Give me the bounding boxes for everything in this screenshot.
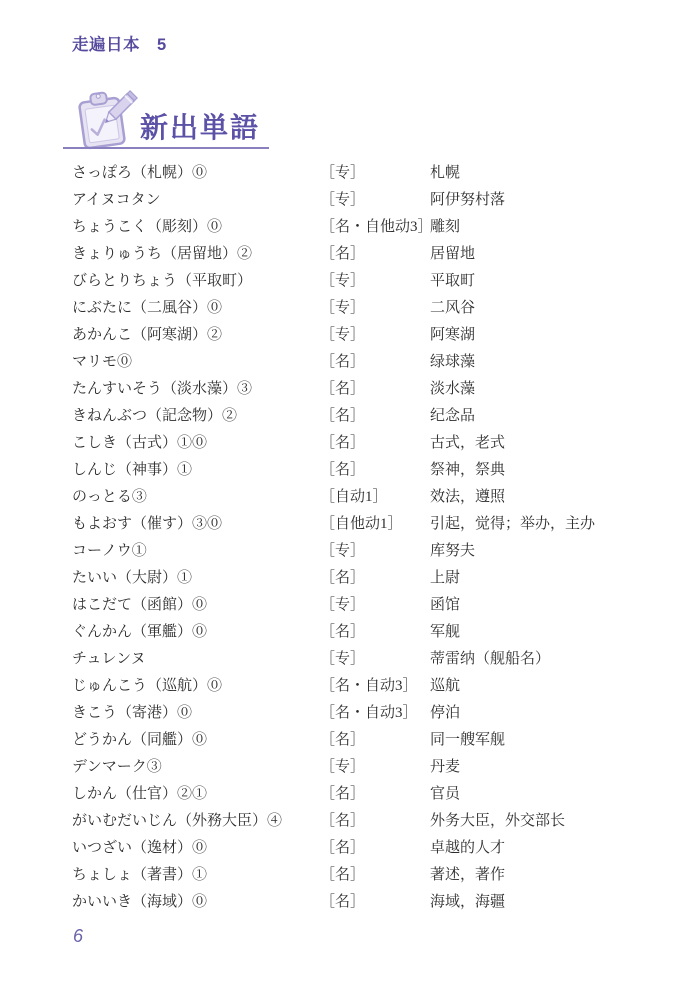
vocab-word: しかん（仕官）②① (72, 786, 208, 802)
vocab-word: デンマーク③ (72, 759, 162, 775)
vocab-meaning: 外务大臣，外交部长 (430, 813, 566, 829)
vocab-pos: ［名］ (320, 435, 366, 451)
vocab-word: どうかん（同艦）⓪ (72, 732, 208, 748)
vocab-meaning: 停泊 (430, 705, 461, 721)
vocab-word: こしき（古式）①⓪ (72, 435, 208, 451)
vocab-pos: ［名］ (320, 624, 366, 640)
vocab-word: コーノウ① (72, 543, 147, 559)
vocab-row (72, 779, 632, 806)
vocab-word: しんじ（神事）① (72, 462, 193, 478)
vocab-word: のっとる③ (72, 489, 147, 505)
vocab-meaning: 阿寒湖 (430, 327, 476, 343)
vocab-pos: ［名］ (320, 246, 366, 262)
vocab-meaning: 效法，遵照 (430, 489, 506, 505)
vocab-pos: ［专］ (320, 651, 366, 667)
vocab-pos: ［自动1］ (320, 489, 388, 505)
vocab-meaning: 蒂雷纳（舰船名） (430, 651, 551, 667)
vocab-row (72, 671, 632, 698)
vocab-pos: ［名・自动3］ (320, 678, 418, 694)
vocab-row (72, 293, 632, 320)
vocab-pos: ［名・自他动3］ (320, 219, 433, 235)
vocab-pos: ［名］ (320, 813, 366, 829)
vocab-row (72, 590, 632, 617)
vocab-row (72, 509, 632, 536)
vocab-meaning: 纪念品 (430, 408, 476, 424)
vocab-meaning: 函馆 (430, 597, 461, 613)
vocab-word: いつざい（逸材）⓪ (72, 840, 208, 856)
vocab-row (72, 482, 632, 509)
vocab-word: びらとりちょう（平取町） (72, 273, 253, 289)
section-header (0, 86, 700, 156)
vocab-pos: ［专］ (320, 597, 366, 613)
vocab-meaning: 淡水藻 (430, 381, 476, 397)
vocab-pos: ［名］ (320, 408, 366, 424)
vocab-meaning: 二风谷 (430, 300, 476, 316)
vocab-word: たいい（大尉）① (72, 570, 193, 586)
vocab-meaning: 官员 (430, 786, 461, 802)
vocab-word: きこう（寄港）⓪ (72, 705, 193, 721)
vocab-pos: ［名］ (320, 840, 366, 856)
vocab-word: はこだて（函館）⓪ (72, 597, 208, 613)
vocab-word: さっぽろ（札幌）⓪ (72, 165, 208, 181)
vocab-meaning: 札幌 (430, 165, 461, 181)
vocab-row (72, 887, 632, 914)
vocab-row (72, 158, 632, 185)
vocab-row (72, 266, 632, 293)
vocab-row (72, 752, 632, 779)
vocab-meaning: 古式，老式 (430, 435, 506, 451)
vocab-meaning: 库努夫 (430, 543, 476, 559)
vocab-word: マリモ⓪ (72, 354, 133, 370)
vocab-pos: ［专］ (320, 165, 366, 181)
vocab-row (72, 563, 632, 590)
book-header: 走遍日本 5 (72, 36, 167, 54)
vocab-pos: ［专］ (320, 273, 366, 289)
vocab-row (72, 536, 632, 563)
vocab-row (72, 320, 632, 347)
vocab-word: もよおす（催す）③⓪ (72, 516, 223, 532)
vocab-meaning: 海域，海疆 (430, 894, 506, 910)
vocab-word: アイヌコタン (72, 192, 161, 208)
vocab-meaning: 引起，觉得；举办，主办 (430, 516, 596, 532)
vocab-pos: ［专］ (320, 759, 366, 775)
vocab-row (72, 212, 632, 239)
vocab-meaning: 巡航 (430, 678, 461, 694)
vocab-pos: ［名］ (320, 894, 366, 910)
vocab-meaning: 祭神，祭典 (430, 462, 506, 478)
vocab-meaning: 卓越的人才 (430, 840, 506, 856)
vocab-row (72, 617, 632, 644)
vocab-word: きょりゅうち（居留地）② (72, 246, 253, 262)
vocab-word: じゅんこう（巡航）⓪ (72, 678, 223, 694)
vocab-row (72, 698, 632, 725)
vocab-row (72, 185, 632, 212)
vocab-row (72, 401, 632, 428)
vocab-word: あかんこ（阿寒湖）② (72, 327, 223, 343)
vocab-word: ちょしょ（著書）① (72, 867, 208, 883)
vocab-pos: ［专］ (320, 543, 366, 559)
clipboard-pencil-icon (72, 88, 142, 152)
vocab-meaning: 居留地 (430, 246, 476, 262)
vocab-word: がいむだいじん（外務大臣）④ (72, 813, 283, 829)
vocab-pos: ［名・自动3］ (320, 705, 418, 721)
vocab-word: チュレンヌ (72, 651, 146, 667)
vocab-word: にぶたに（二風谷）⓪ (72, 300, 223, 316)
vocab-pos: ［名］ (320, 381, 366, 397)
vocab-list (72, 158, 632, 914)
vocab-pos: ［专］ (320, 327, 366, 343)
vocab-pos: ［名］ (320, 732, 366, 748)
section-title-underline (63, 147, 269, 149)
vocab-meaning: 平取町 (430, 273, 476, 289)
vocab-row (72, 806, 632, 833)
vocab-meaning: 著述，著作 (430, 867, 506, 883)
vocab-row (72, 455, 632, 482)
vocab-pos: ［专］ (320, 192, 366, 208)
vocab-pos: ［名］ (320, 570, 366, 586)
vocab-meaning: 阿伊努村落 (430, 192, 506, 208)
vocab-row (72, 725, 632, 752)
vocab-meaning: 军舰 (430, 624, 461, 640)
vocab-pos: ［名］ (320, 354, 366, 370)
vocab-row (72, 374, 632, 401)
vocab-pos: ［名］ (320, 867, 366, 883)
vocab-meaning: 同一艘军舰 (430, 732, 506, 748)
vocab-pos: ［自他动1］ (320, 516, 403, 532)
section-title: 新出単語 (140, 113, 261, 144)
vocab-meaning: 上尉 (430, 570, 461, 586)
vocab-word: たんすいそう（淡水藻）③ (72, 381, 253, 397)
vocab-row (72, 428, 632, 455)
vocab-meaning: 雕刻 (430, 219, 461, 235)
vocab-row (72, 860, 632, 887)
vocab-meaning: 丹麦 (430, 759, 461, 775)
vocab-meaning: 绿球藻 (430, 354, 476, 370)
vocab-word: かいいき（海域）⓪ (72, 894, 208, 910)
vocab-pos: ［专］ (320, 300, 366, 316)
vocab-word: ぐんかん（軍艦）⓪ (72, 624, 208, 640)
vocab-row (72, 239, 632, 266)
page-number: 6 (73, 926, 84, 946)
vocab-word: ちょうこく（彫刻）⓪ (72, 219, 223, 235)
vocab-row (72, 347, 632, 374)
vocab-row (72, 644, 632, 671)
vocab-pos: ［名］ (320, 462, 366, 478)
vocab-row (72, 833, 632, 860)
vocab-word: きねんぶつ（記念物）② (72, 408, 238, 424)
vocab-pos: ［名］ (320, 786, 366, 802)
